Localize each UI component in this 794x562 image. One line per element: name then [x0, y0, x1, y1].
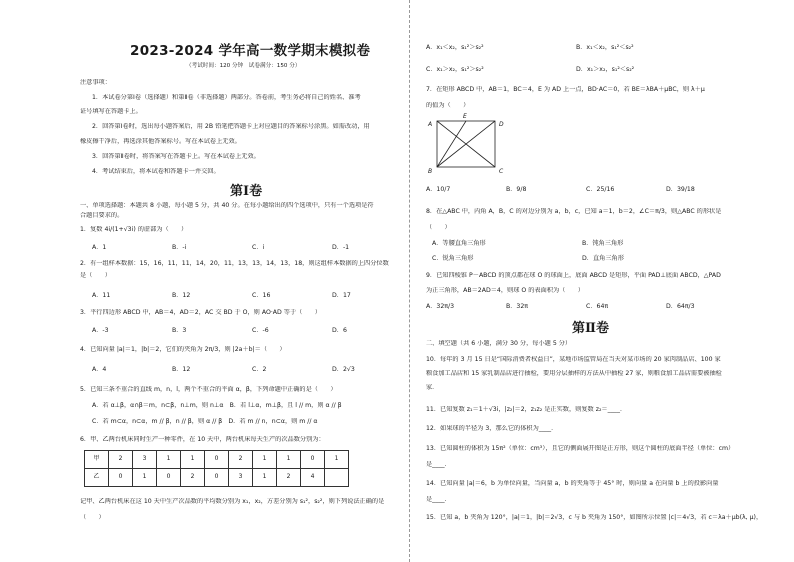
table-cell: 0 [205, 451, 229, 469]
option: A．-3 [92, 327, 109, 334]
column-divider [409, 0, 410, 562]
table-cell: 0 [301, 451, 325, 469]
vertex-label: C [499, 168, 504, 175]
question-1-options [92, 244, 412, 252]
table-cell: 乙 [85, 469, 109, 487]
vertex-label: B [428, 168, 433, 175]
question-3-stem: 3．平行四边形 ABCD 中，AB＝4，AD＝2，AC 交 BD 于 O，则 AO·AD 等于（ ） [80, 309, 321, 316]
table-row [85, 469, 349, 487]
table-cell: 2 [277, 469, 301, 487]
option: D．直角三角形 [582, 255, 624, 262]
question-14-stem: 是____． [426, 496, 451, 503]
option: C．-6 [252, 327, 269, 334]
question-10-stem: 家． [426, 384, 439, 391]
table-cell: 3 [133, 451, 157, 469]
table-cell: 0 [109, 469, 133, 487]
table-cell: 0 [157, 469, 181, 487]
notice-line: 4．考试结束后，将本试卷和答题卡一并交回。 [92, 168, 220, 175]
question-12-stem: 12．如果球的半径为 3，那么它的体积为____． [426, 425, 558, 432]
question-10-stem: 10．每年的 3 月 15 日是“国际消费者权益日”，某地市场监管局在当天对某市场的 20 家肉制品店、100 家 [426, 356, 721, 363]
question-6-options [426, 44, 726, 52]
table-cell: 0 [205, 469, 229, 487]
table-cell: 1 [277, 451, 301, 469]
option: D．x₁＞x₂，s₁²＜s₂² [576, 66, 635, 73]
question-9-stem: 9．已知四棱锥 P－ABCD 的顶点都在球 O 的球面上，底面 ABCD 是矩形，平面 PAD⊥底面 ABCD，△PAD [426, 272, 721, 279]
question-15-stem: 15．已知 a，b 夹角为 120°，|a|＝1，|b|＝2√3，c 与 b 夹角为 150°，如图所示位置 |c|＝4√3，若 c＝λa＋μb(λ, μ)， [426, 514, 763, 521]
table-cell: 1 [133, 469, 157, 487]
table-cell [325, 469, 349, 487]
question-5-option-line: A．若 α⊥β，α∩β＝m，n⊂β，n⊥m，则 n⊥α B．若 l⊥α，m⊥β，且 l // m，则 α // β [92, 402, 342, 409]
page-subtitle: （考试时间：120 分钟 试卷满分：150 分） [186, 63, 301, 69]
option: A．1 [92, 244, 107, 251]
question-1-stem: 1．复数 4i/(1+√3i) 的虚部为（ ） [80, 226, 188, 233]
option: C．锐角三角形 [432, 255, 474, 262]
option: B．12 [172, 366, 191, 373]
table-cell: 1 [253, 469, 277, 487]
option: D．6 [332, 327, 347, 334]
question-2-stem: 是（ ） [80, 272, 111, 279]
option: D．-1 [332, 244, 350, 251]
question-8-stem: 8．在△ABC 中，内角 A，B，C 的对边分别为 a，b，c，已知 a＝1，b＝2，∠C＝π/3，则△ABC 的形状是 [426, 208, 722, 215]
option: C．i [252, 244, 265, 251]
table-cell: 1 [157, 451, 181, 469]
question-7-options [426, 186, 746, 194]
option: D．64π/3 [666, 303, 695, 310]
option: A．10/7 [426, 186, 451, 193]
notice-line: 1．本试卷分第Ⅰ卷（选择题）和第Ⅱ卷（非选择题）两部分。答卷前，考生务必将自己的姓名、准考 [92, 94, 361, 101]
part2-intro: 二、填空题（共 6 小题，满分 30 分，每小题 5 分） [426, 340, 572, 347]
option: D．17 [332, 292, 351, 299]
question-4-options [92, 366, 412, 374]
option: C．64π [586, 303, 609, 310]
question-6-options [426, 66, 726, 74]
table-cell: 3 [229, 469, 253, 487]
table-cell: 4 [301, 469, 325, 487]
question-6-followup: 记甲、乙两台机床在这 10 天中生产次品数的平均数分别为 x₁，x₂，方差分别为 s₁²，s₂²，则下列说法正确的是 [80, 498, 385, 505]
question-5-stem: 5．已知三条不重合的直线 m，n，l，两个不重合的平面 α，β，下列命题中正确的是（ ） [80, 386, 337, 393]
defect-table [84, 450, 349, 487]
option: B．钝角三角形 [582, 240, 624, 247]
option: B．32π [506, 303, 529, 310]
section-1-heading: 第Ⅰ卷 [230, 184, 263, 199]
option: C．2 [252, 366, 267, 373]
notice-line: 证号填写在答题卡上。 [80, 108, 142, 115]
option: D．39/18 [666, 186, 695, 193]
option: B．9/8 [506, 186, 527, 193]
question-7-stem: 7．在矩形 ABCD 中，AB＝1，BC＝4，E 为 AD 上一点，BD·AC＝0，若 BE＝λBA＋μBC，则 λ＋μ [426, 86, 705, 93]
question-9-stem: 为正三角形，AB＝2AD＝4，则球 O 的表面积为（ ） [426, 287, 584, 294]
option: B．3 [172, 327, 187, 334]
question-7-stem: 的值为（ ） [426, 102, 470, 109]
rectangle-diagram [436, 120, 496, 168]
option: B．-i [172, 244, 187, 251]
question-14-stem: 14．已知向量 |a|＝6，b 为单位向量，当向量 a，b 的夹角等于 45° 时，则向量 a 在向量 b 上的投影向量 [426, 480, 719, 487]
table-cell: 1 [325, 451, 349, 469]
option: A．x₁＜x₂，s₁²＞s₂² [426, 44, 484, 51]
option: A．11 [92, 292, 111, 299]
vertex-label: A [428, 121, 433, 128]
option: D．2√3 [332, 366, 355, 373]
rectangle-figure [436, 120, 496, 168]
question-13-stem: 13．已知圆柱的体积为 15π²（单位：cm³），且它的侧面展开图是正方形，则这个圆柱的底面半径（单位：cm） [426, 445, 735, 452]
notice-line: 3．回答第Ⅱ卷时，将答案写在答题卡上。写在本试卷上无效。 [92, 153, 260, 160]
option: C．16 [252, 292, 271, 299]
question-8-stem: （ ） [426, 224, 451, 231]
table-cell: 1 [181, 451, 205, 469]
question-8-options [432, 240, 732, 248]
vertex-label: E [463, 113, 467, 120]
question-13-stem: 是____． [426, 461, 451, 468]
question-3-options [92, 327, 412, 335]
question-10-stem: 粮食加工品店和 15 家乳制品店进行抽检，要用分层抽样的方法从中抽检 27 家，则粮食加工品店需要被抽检 [426, 370, 722, 377]
table-cell: 1 [253, 451, 277, 469]
question-9-options [426, 303, 746, 311]
option: A．等腰直角三角形 [432, 240, 486, 247]
question-8-options [432, 255, 732, 263]
option: B．x₁＜x₂，s₁²＜s₂² [576, 44, 634, 51]
table-cell: 2 [109, 451, 133, 469]
option: A．32π/3 [426, 303, 455, 310]
option: A．4 [92, 366, 107, 373]
option: C．x₁＞x₂，s₁²＞s₂² [426, 66, 484, 73]
table-cell: 2 [181, 469, 205, 487]
part1-intro: 合题目要求的。 [80, 212, 124, 219]
part1-intro: 一、单项选择题：本题共 8 小题，每小题 5 分，共 40 分。在每小题给出的四个选项中，只有一个选项是符 [80, 202, 374, 209]
option: B．12 [172, 292, 191, 299]
section-2-heading: 第Ⅱ卷 [572, 321, 609, 336]
question-2-stem: 2．有一组样本数据：15，16，11，11，14，20，11，13，13，14，13，18，则这组样本数据的上四分位数 [80, 260, 389, 267]
right-column [416, 0, 794, 562]
table-cell: 甲 [85, 451, 109, 469]
table-row [85, 451, 349, 469]
vertex-label: D [499, 121, 504, 128]
page-title: 2023-2024 学年高一数学期末模拟卷 [130, 43, 371, 59]
question-11-stem: 11．已知复数 z₁＝1＋√3i，|z₂|＝2，z₁z₂ 是正实数，则复数 z₂＝____． [426, 406, 627, 413]
notice-line: 2．回答第Ⅰ卷时，选出每小题答案后，用 2B 铅笔把答题卡上对应题目的答案标号涂黑。如需改动，用 [92, 123, 370, 130]
question-6-followup: （ ） [80, 514, 105, 521]
notice-line: 橡皮擦干净后，再选涂其他答案标号。写在本试卷上无效。 [80, 138, 241, 145]
table-cell: 2 [229, 451, 253, 469]
question-2-options [92, 292, 412, 300]
question-5-option-line: C．若 m⊂α，n⊂α，m // β，n // β，则 α // β D．若 m // n，n⊂α，则 m // α [92, 418, 318, 425]
question-4-stem: 4．已知向量 |a|＝1，|b|＝2，它们的夹角为 2π/3，则 |2a＋b|＝（ ） [80, 346, 286, 353]
notice-title: 注意事项： [80, 79, 111, 86]
question-6-stem: 6．甲、乙两台机床同时生产一种零件，在 10 天中，两台机床每天生产的次品数分别为： [80, 436, 325, 443]
option: C．25/16 [586, 186, 615, 193]
